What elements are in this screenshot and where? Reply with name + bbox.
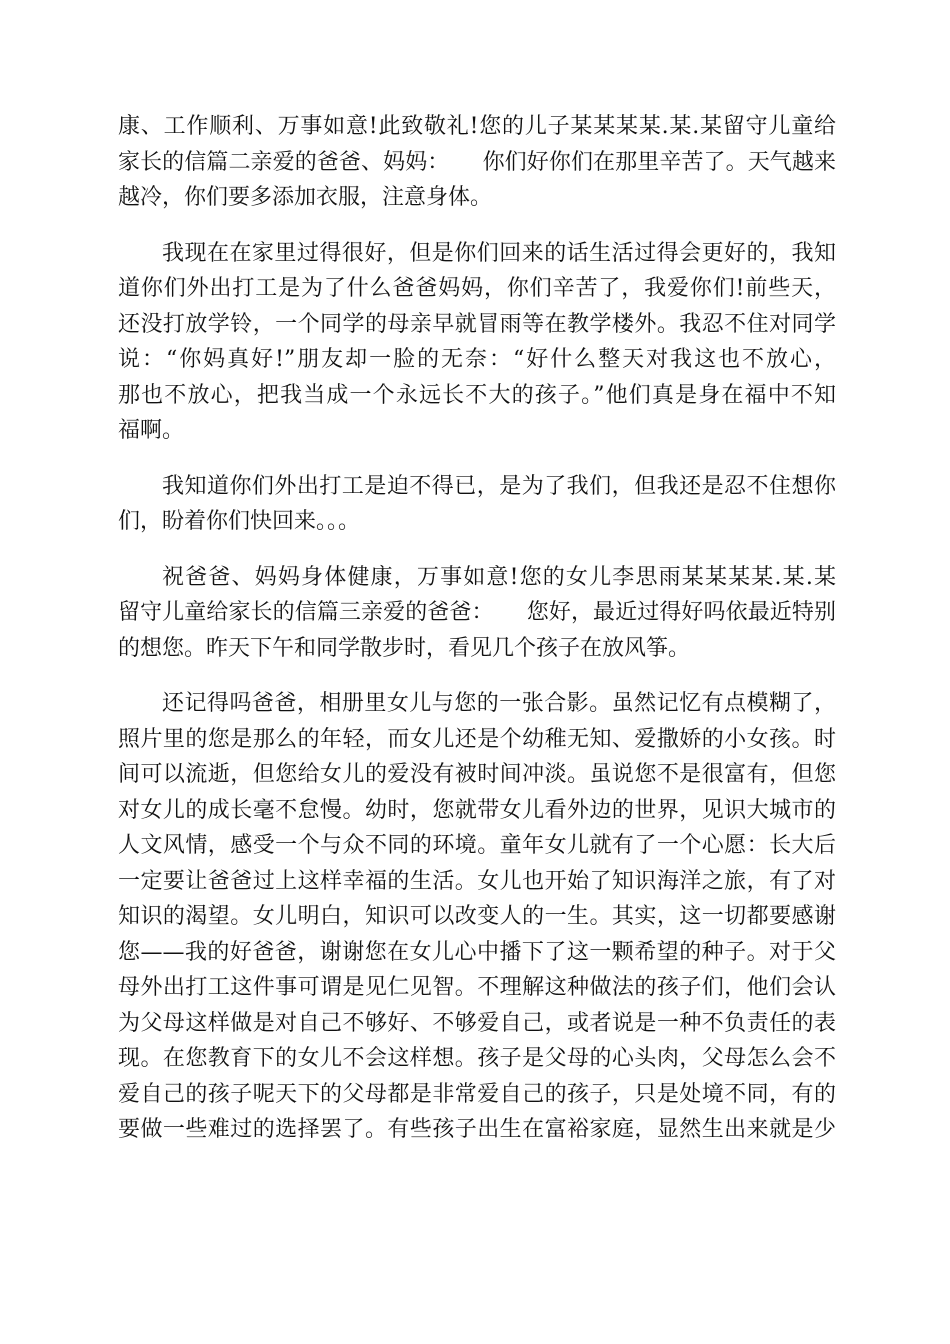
document-page xyxy=(118,109,836,1168)
text-line: 对女儿的成长毫不怠慢。幼时，您就带女儿看外边的世界，见识大城市的 xyxy=(118,797,836,823)
text-line: 我知道你们外出打工是迫不得已，是为了我们，但我还是忍不住想你 xyxy=(162,473,836,499)
text-line: 福啊。 xyxy=(118,418,185,443)
text-line: 那也不放心，把我当成一个永远长不大的孩子。”他们真是身在福中不知 xyxy=(118,382,836,408)
text-line: 知识的渴望。女儿明白，知识可以改变人的一生。其实，这一切都要感谢 xyxy=(118,904,836,929)
text-line: 母外出打工这件事可谓是见仁见智。不理解这种做法的孩子们，他们会认 xyxy=(118,975,836,1000)
text-line: 们，盼着你们快回来。。。 xyxy=(118,509,361,534)
text-line: 还没打放学铃，一个同学的母亲早就冒雨等在教学楼外。我忍不住对同学 xyxy=(118,311,836,337)
text-line: 越冷，你们要多添加衣服，注意身体。 xyxy=(118,185,493,210)
text-line: 康、工作顺利、万事如意!此致敬礼!您的儿子某某某某.某.某留守儿童给 xyxy=(118,114,836,139)
text-line: 人文风情，感受一个与众不同的环境。童年女儿就有了一个心愿：长大后 xyxy=(118,833,836,858)
paragraph xyxy=(118,560,836,667)
text-line: 祝爸爸、妈妈身体健康，万事如意!您的女儿李思雨某某某某.某.某 xyxy=(162,564,836,590)
text-line: 间可以流逝，但您给女儿的爱没有被时间冲淡。虽说您不是很富有，但您 xyxy=(118,762,836,787)
text-line: 说：“你妈真好!”朋友却一脸的无奈：“好什么整天对我这也不放心， xyxy=(118,347,836,372)
text-line: 爱自己的孩子呢天下的父母都是非常爱自己的孩子，只是处境不同，有的 xyxy=(118,1081,836,1107)
paragraph xyxy=(118,236,836,449)
text-line: 要做一些难过的选择罢了。有些孩子出生在富裕家庭，显然生出来就是少 xyxy=(118,1117,836,1142)
text-line: 还记得吗爸爸，相册里女儿与您的一张合影。虽然记忆有点模糊了， xyxy=(162,691,836,716)
text-line: 道你们外出打工是为了什么爸爸妈妈，你们辛苦了，我爱你们!前些天， xyxy=(118,276,836,301)
text-line: 一定要让爸爸过上这样幸福的生活。女儿也开始了知识海洋之旅，有了对 xyxy=(118,868,836,894)
text-line: 为父母这样做是对自己不够好、不够爱自己，或者说是一种不负责任的表 xyxy=(118,1010,836,1036)
text-line: 照片里的您是那么的年轻，而女儿还是个幼稚无知、爱撒娇的小女孩。时 xyxy=(118,726,836,752)
text-line: 留守儿童给家长的信篇三亲爱的爸爸： 您好，最近过得好吗依最近特别 xyxy=(118,600,836,625)
text-line: 我现在在家里过得很好，但是你们回来的话生活过得会更好的，我知 xyxy=(162,240,836,266)
text-line: 现。在您教育下的女儿不会这样想。孩子是父母的心头肉，父母怎么会不 xyxy=(118,1046,836,1071)
text-line: 家长的信篇二亲爱的爸爸、妈妈： 你们好你们在那里辛苦了。天气越来 xyxy=(118,149,836,175)
paragraph xyxy=(118,469,836,540)
paragraph xyxy=(118,109,836,216)
text-line: 的想您。昨天下午和同学散步时，看见几个孩子在放风筝。 xyxy=(118,635,691,661)
text-line: 您——我的好爸爸，谢谢您在女儿心中播下了这一颗希望的种子。对于父 xyxy=(118,939,836,965)
paragraph xyxy=(118,686,836,1148)
